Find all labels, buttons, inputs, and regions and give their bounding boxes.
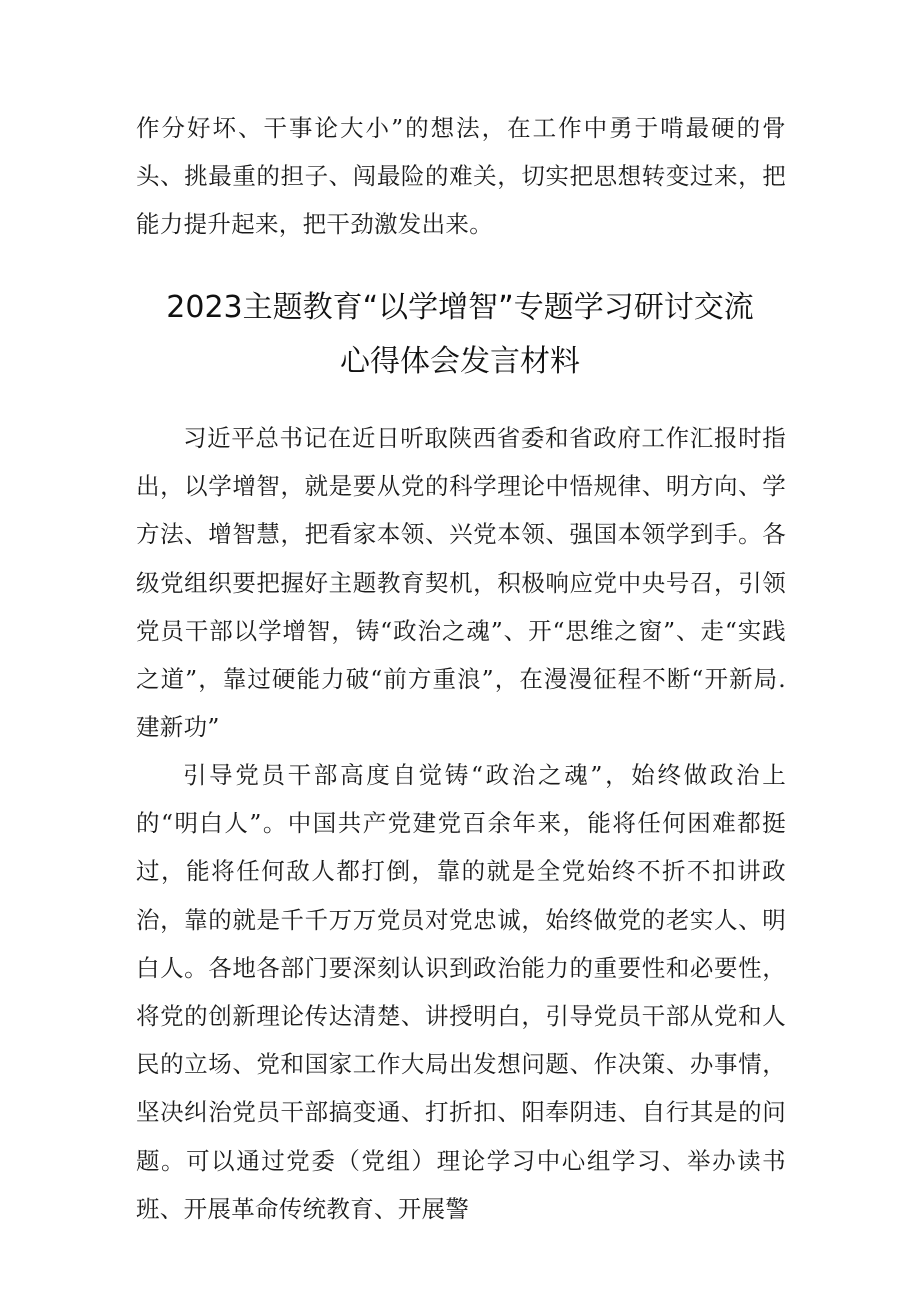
paragraph-2: 引导党员干部高度自觉铸“政治之魂”，始终做政治上的“明白人”。中国共产党建党百余年来，能将任何困难都挺过，能将任何敌人都打倒，靠的就是全党始终不折不扣讲政治，靠的就是千千万万党员对党忠诚，始终做党的老实人、明白人。各地各部门要深刻认识到政治能力的重要性和必要性，将党的创新理论传达清楚、讲授明白，引导党员干部从党和人民的立场、党和国家工作大局出发想问题、作决策、办事情，坚决纠治党员干部搞变通、打折扣、阳奉阴违、自行其是的问题。可以通过党委（党组）理论学习中心组学习、举办读书班、开展革命传统教育、开展警	[136, 761, 786, 1223]
document-title	[110, 281, 810, 389]
title-line-1: 2023主题教育“以学增智”专题学习研讨交流	[166, 290, 754, 325]
title-line-2: 心得体会发言材料	[340, 344, 580, 379]
paragraph-1: 习近平总书记在近日听取陕西省委和省政府工作汇报时指出，以学增智，就是要从党的科学理论中悟规律、明方向、学方法、增智慧，把看家本领、兴党本领、强国本领学到手。各级党组织要把握好主题教育契机，积极响应党中央号召，引领党员干部以学增智，铸“政治之魂”、开“思维之窗”、走“实践之道”，靠过硬能力破“前方重浪”，在漫漫征程不断“开新局.建新功”	[136, 424, 786, 742]
continued-paragraph: 作分好坏、干事论大小”的想法，在工作中勇于啃最硬的骨头、挑最重的担子、闯最险的难关，切实把思想转变过来，把能力提升起来，把干劲激发出来。	[136, 114, 786, 239]
